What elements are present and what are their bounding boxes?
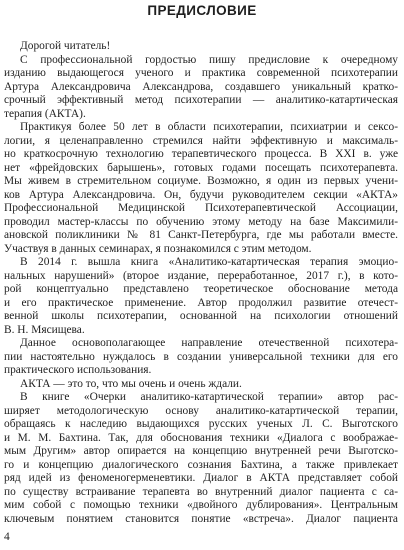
text-line: мим собой с помощью техники «двойного дублирования». Центральным [4,499,398,511]
text-line: ков Артура Александровича. Он, будучи руководителем секции «АКТА» [4,188,398,201]
text-line: В 2014 г. вышла книга «Аналитико-катартическая терапия эмоцио- [20,256,398,268]
text-line: ановской поликлиники № 81 Санкт-Петербурга, где мы работали вместе. [4,229,398,241]
text-line: венной школы психотерапии, основанной на психологии отношений [4,310,398,322]
text-line: Практикуя более 50 лет в области психотерапии, психиатрии и сексо- [20,121,398,133]
text-line: С профессиональной гордостью пишу предисловие к очередному [20,53,398,66]
text-line: проводил мастер-классы по обучению этому методу на базе Максимили- [4,215,398,228]
text-line: В. Н. Мясищева. [4,323,85,336]
text-line: обращаясь к наследию выдающихся русских ученых Л. С. Выготского [4,418,398,430]
text-line: рой концептуально представлено теоретическое обоснование метода [4,283,398,295]
text-line: Участвуя в данных семинарах, я познакомился с этим методом. [4,242,312,255]
text-line: Профессиональной Медицинской Психотерапевтической Ассоциации, [4,202,398,214]
text-line: АКТА — это то, что мы очень и очень ждали. [20,377,242,390]
body-text [4,40,398,526]
text-line: ширяет методологическую основу аналитико-катартической терапии, [4,404,398,417]
text-line: пии настоятельно нуждалось в создании универсальной техники для его [4,350,398,363]
text-line: изданию выдающегося ученого и практика современной психотерапии [4,67,398,79]
text-line: го и концепцию диалогического сознания Бахтина, а также привлекает [4,458,398,471]
text-line: мым Другим» автор опирается на концепцию внутренней речи Выготско- [4,445,398,457]
text-line: но краткосрочную технологию терапевтического процесса. В XXI в. уже [4,148,398,160]
text-line: В книге «Очерки аналитико-катартической терапии» автор рас- [20,391,398,403]
text-line: срочный эффективный метод психотерапии — аналитико-катартическая [4,94,398,106]
text-line: ряд идей из феноменогерменевтики. Диалог в АКТА представляет собой [4,472,398,484]
page-number: 4 [4,531,10,543]
text-line: практического использования. [4,364,152,376]
text-line: ключевым понятием становится понятие «встреча». Диалог пациента [4,512,398,525]
text-line: Мы живем в стремительном социуме. Возможно, я один из первых учени- [4,175,398,187]
text-line: и М. М. Бахтина. Так, для обоснования техники «Диалога с воображае- [4,431,398,444]
text-line: логии, я целенаправленно стремился найти эффективную и максималь- [4,134,398,147]
text-line: нальных нарушений» (второе издание, переработанное, 2017 г.), в кото- [4,269,398,282]
text-line: Артура Александровича Александрова, создавшего уникальный кратко- [4,80,398,93]
page-title: ПРЕДИСЛОВИЕ [147,3,257,18]
text-line: Дорогой читатель! [20,40,111,52]
text-line: и его практическое применение. Автор продолжил развитие отечест- [4,296,398,309]
text-line: терапия (АКТА). [4,107,86,120]
text-line: по существу встраивание терапевта во внутренний диалог пациента с са- [4,485,398,498]
text-line: нет «фрейдовских барышень», готовых годами посещать психотерапевта. [4,161,398,174]
text-line: Данное основополагающее направление отечественной психотера- [20,337,398,349]
